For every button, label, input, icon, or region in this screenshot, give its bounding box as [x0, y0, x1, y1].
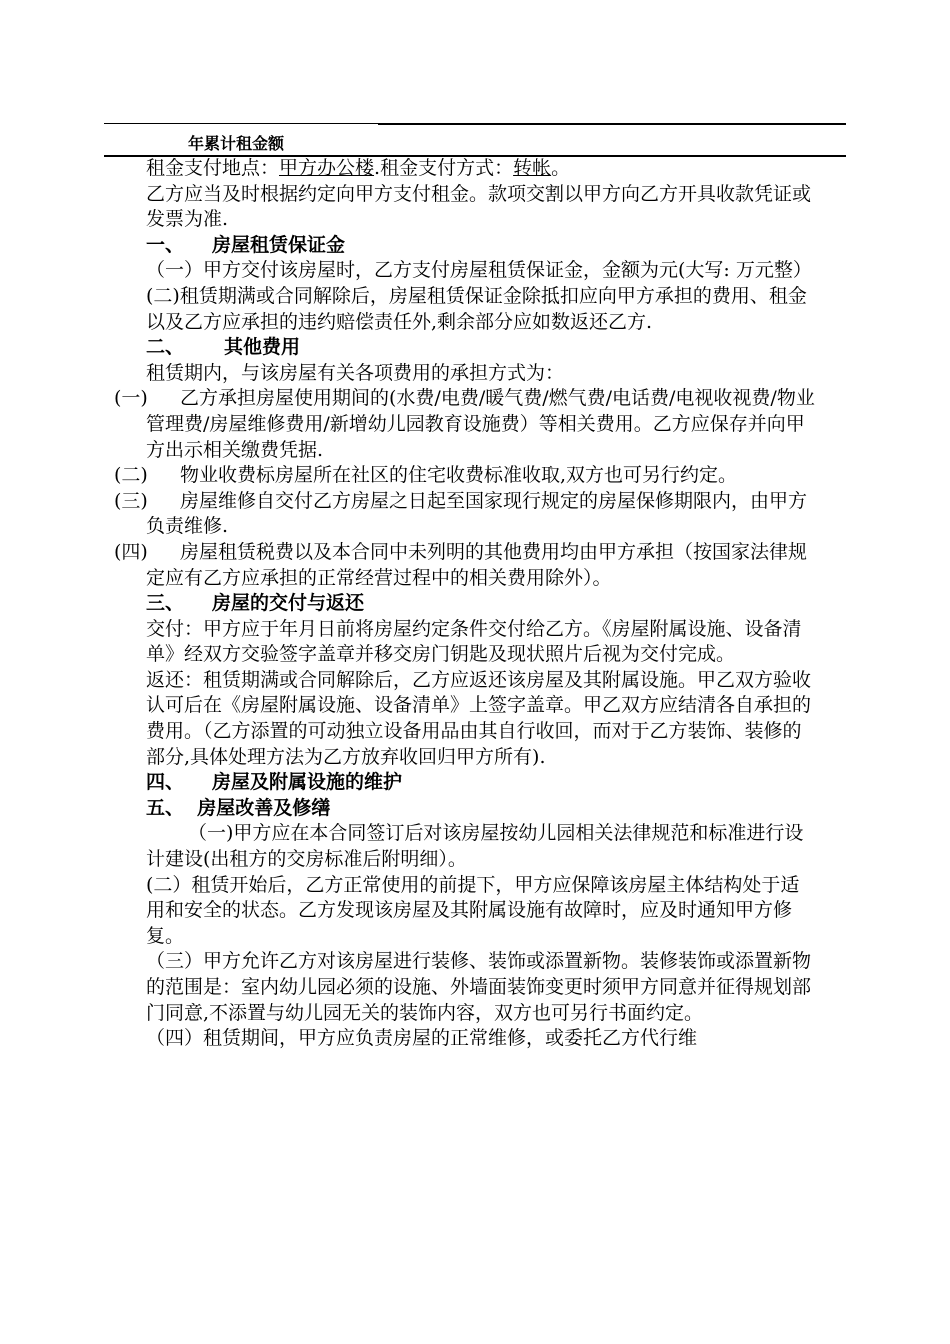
section-5-paragraph-2: (二）租赁开始后，乙方正常使用的前提下，甲方应保障该房屋主体结构处于适用和安全的状态。乙方发现该房屋及其附属设施有故障时，应及时通知甲方修复。: [146, 873, 800, 947]
table-top-rule-right: [378, 123, 846, 125]
payment-method-value: 转帐: [513, 157, 552, 179]
section-3-title: 房屋的交付与返还: [212, 592, 365, 615]
item-text: 房屋租赁税费以及本合同中未列明的其他费用均由甲方承担（按国家法律规定应有乙方应承担的正常经营过程中的相关费用除外）。: [146, 540, 808, 589]
section-2-item-1: [114, 386, 816, 463]
section-4-title: 房屋及附属设施的维护: [212, 771, 403, 794]
item-text: 物业收费标房屋所在社区的住宅收费标准收取,双方也可另行约定。: [180, 464, 738, 487]
section-3-paragraph-1: 交付：甲方应于年月日前将房屋约定条件交付给乙方。《房屋附属设施、设备清单》经双方交验签字盖章并移交房门钥匙及现状照片后视为交付完成。: [146, 617, 802, 666]
document-body: [114, 156, 816, 1052]
section-1-number: 一、: [146, 233, 185, 256]
section-5-paragraph-3: （三）甲方允许乙方对该房屋进行装修、装饰或添置新物。装修装饰或添置新物的范围是：室内幼儿园必须的设施、外墙面装饰变更时须甲方同意并征得规划部门同意,不添置与幼儿园无关的装饰内容，双方也可另行书面约定。: [146, 950, 812, 1024]
section-4-heading: [146, 770, 816, 796]
section-1-paragraph-1: （一）甲方交付该房屋时，乙方支付房屋租赁保证金，金额为元(大写: 万元整）: [146, 259, 812, 282]
table-header-cell: 年累计租金额: [188, 134, 285, 153]
item-label: (二): [114, 464, 148, 487]
section-4-number: 四、: [146, 771, 185, 794]
section-2-item-2: [114, 463, 816, 489]
section-1-title: 房屋租赁保证金: [212, 233, 346, 256]
section-5-title: 房屋改善及修缮: [197, 796, 331, 819]
table-top-rule-left: [104, 123, 378, 124]
section-5-heading: [146, 796, 816, 822]
item-label: (一): [114, 387, 148, 410]
section-2-title: 其他费用: [224, 336, 301, 359]
item-text: 房屋维修自交付乙方房屋之日起至国家现行规定的房屋保修期限内，由甲方负责维修.: [146, 489, 808, 538]
item-text: 乙方承担房屋使用期间的(水费/电费/暖气费/燃气费/电话费/电视收视费/物业管理费/房屋维修费用/新增幼儿园教育设施费）等相关费用。乙方应保存并向甲方出示相关缴费凭据.: [146, 387, 815, 461]
section-2-item-3: [114, 489, 816, 540]
section-1-paragraph-2: (二)租赁期满或合同解除后，房屋租赁保证金除抵扣应向甲方承担的费用、租金以及乙方应承担的违约赔偿责任外,剩余部分应如数返还乙方.: [146, 284, 807, 333]
section-3-heading: [146, 591, 816, 617]
section-2-intro: 租赁期内，与该房屋有关各项费用的承担方式为：: [146, 361, 565, 384]
payment-paragraph: 乙方应当及时根据约定向甲方支付租金。款项交割以甲方向乙方开具收款凭证或发票为准.: [146, 182, 812, 231]
payment-method-label: .租金支付方式：: [374, 157, 514, 179]
section-2-heading: [146, 335, 816, 361]
section-1-heading: [146, 233, 816, 259]
payment-place-label: 租金支付地点：: [146, 157, 280, 179]
section-5-paragraph-4: （四）租赁期间，甲方应负责房屋的正常维修，或委托乙方代行维: [146, 1027, 698, 1050]
item-label: (三): [114, 489, 148, 512]
section-3-paragraph-2: 返还：租赁期满或合同解除后，乙方应返还该房屋及其附属设施。甲乙双方验收认可后在《房屋附属设施、设备清单》上签字盖章。甲乙双方应结清各自承担的费用。（乙方添置的可动独立设备用品由其自行收回，而对于乙方装饰、装修的部分,具体处理方法为乙方放弃收回归甲方所有).: [146, 668, 812, 768]
payment-place-value: 甲方办公楼: [279, 157, 375, 179]
section-2-number: 二、: [146, 336, 185, 359]
item-label: (四): [114, 540, 148, 563]
section-5-number: 五、: [146, 796, 185, 819]
payment-line: [146, 156, 816, 182]
section-2-item-4: [114, 540, 816, 591]
section-5-paragraph-1: （一)甲方应在本合同签订后对该房屋按幼儿园相关法律规范和标准进行设计建设(出租方的交房标准后附明细）。: [146, 822, 804, 871]
payment-line-end: 。: [551, 157, 571, 179]
section-3-number: 三、: [146, 592, 185, 615]
